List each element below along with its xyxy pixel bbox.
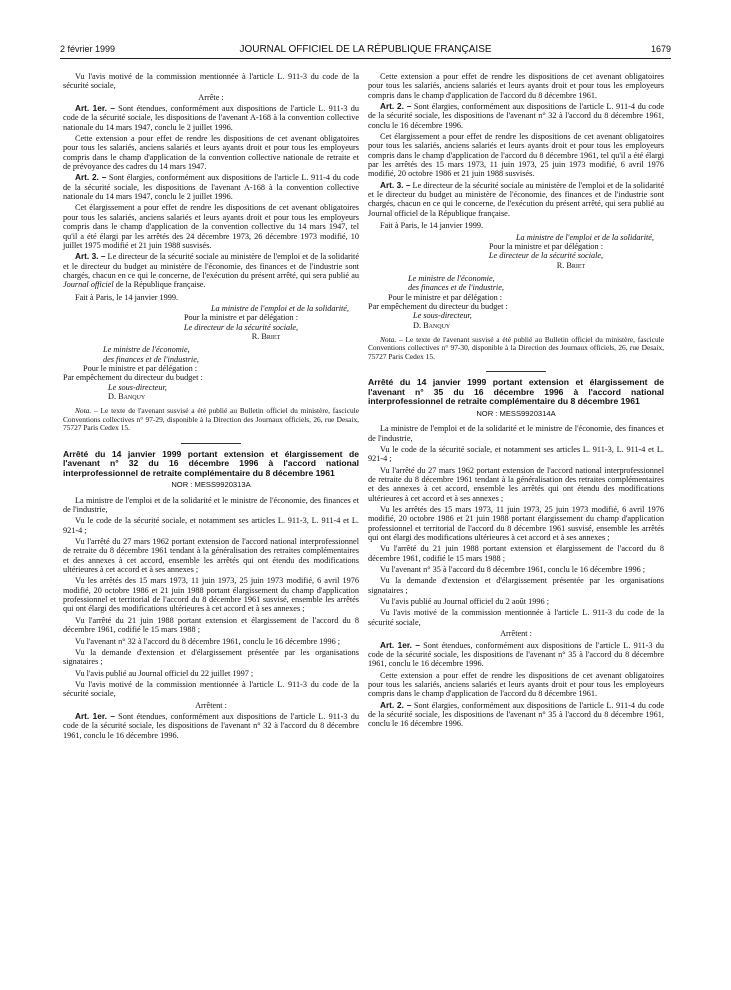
paragraph: Cet élargissement a pour effet de rendre les dispositions de cet avenant obligatoires pour tous les salariés, anciens salariés et leurs ayants droit et pour tous les employeurs compris dans le champ d'application de l'accord du 8 décembre 1961, tel qu'il a été élargi par les arrêtés des 15 mars 1973, 11 juin 1973, 25 juin 1973 modifié, 6 avril 1976 modifié, 20 octobre 1986 et 21 juin 1988 susvisés. bbox=[368, 132, 664, 179]
article-label: Art. 2. – bbox=[75, 173, 107, 183]
signature-line: Par empêchement du directeur du budget : bbox=[63, 373, 203, 383]
visa: Vu les arrêtés des 15 mars 1973, 11 juin 1973, 25 juin 1973 modifié, 6 avril 1976 modifié, 20 octobre 1986 et 21 juin 1988 portant élargissement du champ d'application professionnel et territorial de l'accord du 8 décembre 1961 susvisé, ensemble les arrêtés qui ont élargi des modifications ultérieures à cet accord et à ses annexes ; bbox=[368, 505, 664, 543]
signature-line: Le directeur de la sécurité sociale, bbox=[488, 251, 604, 261]
divider bbox=[181, 443, 241, 444]
visa: Vu l'avenant n° 32 à l'accord du 8 décembre 1961, conclu le 16 décembre 1996 ; bbox=[75, 636, 341, 646]
fait-a-paris: Fait à Paris, le 14 janvier 1999. bbox=[75, 292, 179, 302]
signature-line: La ministre de l'emploi et de la solidarité, bbox=[210, 303, 349, 313]
journal-officiel-ref: Journal officiel bbox=[63, 280, 114, 290]
paragraph: Vu l'avis motivé de la commission mentionnée à l'article L. 911-3 du code de la sécurité sociale, bbox=[63, 72, 359, 91]
article-label: Art. 1er. – bbox=[75, 711, 115, 721]
visa: La ministre de l'emploi et de la solidarité et le ministre de l'économie, des finances et de l'industrie, bbox=[63, 495, 359, 515]
visa: Vu l'avis publié au Journal officiel du 22 juillet 1997 ; bbox=[75, 668, 254, 678]
signature-line: Le ministre de l'économie, bbox=[103, 345, 190, 355]
article-1 bbox=[63, 712, 359, 740]
header-date: 2 février 1999 bbox=[60, 44, 116, 54]
visa: Vu l'avenant n° 35 à l'accord du 8 décembre 1961, conclu le 16 décembre 1996 ; bbox=[380, 565, 646, 575]
article-2 bbox=[368, 102, 664, 130]
signatory-name: D. Banquy bbox=[108, 392, 146, 401]
visa: La ministre de l'emploi et de la solidarité et le ministre de l'économie, des finances et de l'industrie, bbox=[368, 424, 664, 443]
signature-line: La ministre de l'emploi et de la solidarité, bbox=[515, 232, 654, 242]
article-2 bbox=[63, 173, 359, 201]
nor-reference: NOR : MESS9920313A bbox=[171, 480, 251, 490]
article-label: Art. 2. – bbox=[380, 700, 412, 710]
signature-line: Le directeur de la sécurité sociale, bbox=[183, 322, 299, 332]
nota bbox=[63, 407, 359, 432]
paragraph: Cette extension a pour effet de rendre les dispositions de cet avenant obligatoires pour tous les salariés, anciens salariés et leurs ayants droit et pour tous les employeurs compris dans le champ d'application de l'accord du 8 décembre 1961. bbox=[368, 670, 664, 699]
arrete-title: Arrêté du 14 janvier 1999 portant extension et élargissement de l'avenant n° 35 du 16 décembre 1996 à l'accord national interprofessionnel de retraite complémentaire du 8 décembre 1961 bbox=[368, 377, 664, 407]
signature-line: Pour le ministre et par délégation : bbox=[388, 292, 503, 302]
nor-reference: NOR : MESS9920314A bbox=[476, 408, 556, 418]
signature-line: Le ministre de l'économie, bbox=[408, 273, 495, 283]
article-1 bbox=[63, 104, 359, 132]
article-text: Sont étendues, conformément aux dispositions de l'article L. 911-3 du code de la sécurité sociale, les dispositions de l'avenant n° 35 à l'accord du 8 décembre 1961, conclu le 16 décembre 1996. bbox=[368, 640, 664, 669]
article-2 bbox=[368, 701, 664, 729]
visa: Vu l'arrêté du 27 mars 1962 portant extension de l'accord national interprofessionnel de retraite du 8 décembre 1961 tendant à la généralisation des retraites complémentaires et des annexes à cet accord, ensemble les arrêtés qui ont étendu des modifications ultérieures à cet accord et à ses annexes ; bbox=[368, 465, 664, 503]
article-label: Art. 1er. – bbox=[75, 104, 115, 114]
signature-line: des finances et de l'industrie, bbox=[103, 354, 199, 364]
visa: Vu la demande d'extension et d'élargissement présentée par les organisations signataires ; bbox=[63, 647, 359, 667]
article-text: Le directeur de la sécurité sociale au ministère de l'emploi et de la solidarité et le directeur du budget au ministère de l'économie, des finances et de l'industrie sont chargés, chacun en ce qui le concerne, de l'exécution du présent arrêté, qui sera publié au Journal officiel de la République française. bbox=[368, 180, 664, 218]
article-text: Le directeur de la sécurité sociale au ministère de l'emploi et de la solidarité et le directeur du budget au ministère de l'économie, des finances et de l'industrie sont chargés, chacun en ce qui le concerne, de l'exécution du présent arrêté, qui sera publié au bbox=[63, 252, 359, 280]
visa: Vu l'arrêté du 27 mars 1962 portant extension de l'accord national interprofessionnel de retraite du 8 décembre 1961 tendant à la généralisation des retraites complémentaires et des annexes à cet accord, ensemble les arrêtés qui ont étendu des modifications ultérieures à cet accord et à ses annexes ; bbox=[63, 537, 359, 575]
visa: Vu l'avis motivé de la commission mentionnée à l'article L. 911-3 du code de la sécurité sociale, bbox=[368, 608, 664, 627]
paragraph: Cet élargissement a pour effet de rendre les dispositions de cet avenant obligatoires pour tous les salariés, anciens salariés et leurs ayants droit et pour tous les employeurs compris dans le champ d'application de la convention collective du 14 mars 1947, tel qu'il a été élargi par les arrêtés des 24 décembre 1973, 26 décembre 1973 modifié, 10 juillet 1975 modifié et 21 juin 1988 susvisés. bbox=[63, 203, 359, 250]
signature-line: Pour la ministre et par délégation : bbox=[183, 313, 299, 323]
arrete-heading: Arrêtent : bbox=[195, 700, 227, 710]
visa: Vu la demande d'extension et d'élargissement présentée par les organisations signataires ; bbox=[368, 576, 664, 595]
arrete-heading: Arrête : bbox=[198, 92, 224, 102]
right-column bbox=[368, 72, 664, 731]
visa: Vu les arrêtés des 15 mars 1973, 11 juin 1973, 25 juin 1973 modifié, 6 avril 1976 modifié, 20 octobre 1986 et 21 juin 1988 portant élargissement du champ d'application professionnel et territorial de l'accord du 8 décembre 1961 susvisé, ensemble les arrêtés qui ont élargi des modifications ultérieures à cet accord et à ses annexes ; bbox=[63, 576, 359, 614]
article-1 bbox=[368, 641, 664, 669]
nota-text: Le texte de l'avenant susvisé a été publié au Bulletin officiel du ministère, fascicule Conventions collectives n° 97-29, disponible à la Direction des Journaux officiels, 26, rue Desaix, 75727 Paris Cedex 15. bbox=[63, 406, 359, 433]
paragraph: Cette extension a pour effet de rendre les dispositions de cet avenant obligatoires pour tous les salariés, anciens salariés et leurs ayants droit et pour tous les employeurs compris dans le champ d'application de l'accord du 8 décembre 1961. bbox=[368, 72, 664, 100]
nota-label: Nota. – bbox=[380, 334, 403, 344]
visa: Vu l'arrêté du 21 juin 1988 portant extension et élargissement de l'accord du 8 décembre 1961, codifié le 15 mars 1988 ; bbox=[63, 615, 359, 635]
left-column bbox=[63, 72, 359, 742]
signatory-name: R. Briet bbox=[251, 331, 281, 341]
article-label: Art. 2. – bbox=[380, 102, 412, 112]
article-text: Sont étendues, conformément aux dispositions de l'article L. 911-3 du code de la sécurité sociale, les dispositions de l'avenant A-168 à la convention collective nationale du 14 mars 1947, conclu le 2 juillet 1996. bbox=[63, 104, 359, 132]
article-text: Sont élargies, conformément aux dispositions de l'article L. 911-4 du code de la sécurité sociale, les dispositions de l'avenant n° 35 à l'accord du 8 décembre 1961, conclu le 16 décembre 1996. bbox=[368, 700, 664, 729]
visa: Vu l'arrêté du 21 juin 1988 portant extension et élargissement de l'accord du 8 décembre 1961, codifié le 15 mars 1988 ; bbox=[368, 544, 664, 563]
visa: Vu l'avis motivé de la commission mentionnée à l'article L. 911-3 du code de la sécurité sociale, bbox=[63, 679, 359, 699]
article-label: Art. 3. – bbox=[75, 252, 106, 262]
article-text-end: de la République française. bbox=[113, 280, 206, 290]
header-page-number: 1679 bbox=[650, 44, 671, 54]
signature-line: des finances et de l'industrie, bbox=[408, 283, 504, 293]
signature-line: Par empêchement du directeur du budget : bbox=[368, 301, 508, 311]
article-text: Sont élargies, conformément aux dispositions de l'article L. 911-4 du code de la sécurité sociale, les dispositions de l'avenant n° 32 à l'accord du 8 décembre 1961, conclu le 16 décembre 1996. bbox=[368, 102, 664, 130]
visa: Vu l'avis publié au Journal officiel du 2 août 1996 ; bbox=[380, 597, 550, 607]
arrete-title: Arrêté du 14 janvier 1999 portant extension et élargissement de l'avenant n° 32 du 16 décembre 1996 à l'accord national interprofessionnel de retraite complémentaire du 8 décembre 1961 bbox=[63, 448, 359, 478]
fait-a-paris: Fait à Paris, le 14 janvier 1999. bbox=[380, 221, 484, 231]
page-header bbox=[60, 44, 671, 59]
nota bbox=[368, 336, 664, 361]
arrete-heading: Arrêtent : bbox=[500, 629, 532, 639]
nota-label: Nota. – bbox=[75, 406, 98, 416]
visa: Vu le code de la sécurité sociale, et notamment ses articles L. 911-3, L. 911-4 et L. 921-4 ; bbox=[368, 444, 664, 464]
article-text: Sont étendues, conformément aux dispositions de l'article L. 911-3 du code de la sécurité sociale, les dispositions de l'avenant n° 32 à l'accord du 8 décembre 1961, conclu le 16 décembre 1996. bbox=[63, 711, 359, 740]
signature-line: Le sous-directeur, bbox=[413, 311, 472, 321]
signature-line: Le sous-directeur, bbox=[108, 382, 167, 392]
article-text: Sont élargies, conformément aux dispositions de l'article L. 911-4 du code de la sécurité sociale, les dispositions de l'avenant A-168 à la convention collective nationale du 14 mars 1947, conclu le 2 juillet 1996. bbox=[63, 173, 359, 202]
signatory-name: R. Briet bbox=[556, 260, 586, 270]
article-3 bbox=[63, 252, 359, 289]
signature-line: Pour le ministre et par délégation : bbox=[83, 363, 198, 373]
divider bbox=[486, 371, 546, 372]
visa: Vu le code de la sécurité sociale, et notamment ses articles L. 911-3, L. 911-4 et L. 921-4 ; bbox=[63, 516, 359, 535]
article-label: Art. 1er. – bbox=[380, 640, 420, 650]
signatory-name: D. Banquy bbox=[413, 320, 451, 330]
header-journal-title: JOURNAL OFFICIEL DE LA RÉPUBLIQUE FRANÇAISE bbox=[239, 44, 492, 55]
paragraph: Cette extension a pour effet de rendre les dispositions de cet avenant obligatoires pour tous les salariés, anciens salariés et leurs ayants droit et pour tous les employeurs compris dans le champ d'application de la convention collective nationale de retraite et de prévoyance des cadres du 14 mars 1947. bbox=[63, 134, 359, 172]
nota-text: Le texte de l'avenant susvisé a été publié au Bulletin officiel du ministère, fascicule Conventions collectives n° 97-30, disponible à la Direction des Journaux officiels, 26, rue Desaix, 75727 Paris Cedex 15. bbox=[368, 334, 664, 361]
signature-line: Pour la ministre et par délégation : bbox=[488, 241, 604, 251]
article-3 bbox=[368, 181, 664, 218]
article-label: Art. 3. – bbox=[380, 180, 411, 190]
